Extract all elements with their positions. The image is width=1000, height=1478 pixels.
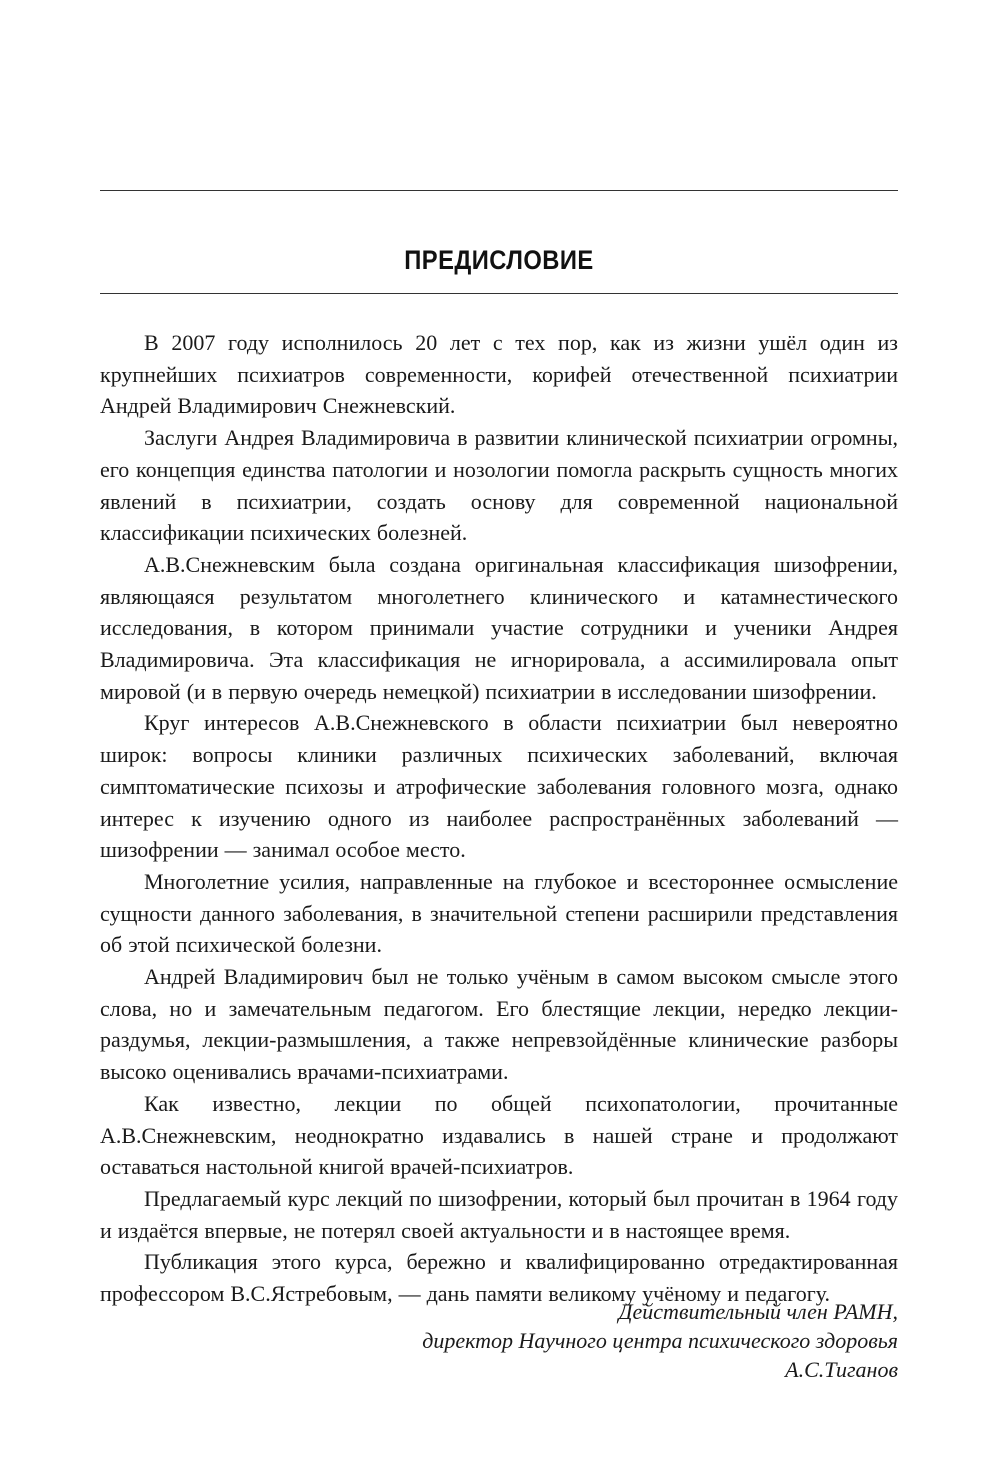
paragraph: Предлагаемый курс лекций по шизофрении, который был прочитан в 1964 году и издаётся впервые, не потерял своей актуальности и в настоящее время. (100, 1185, 898, 1243)
page-title: ПРЕДИСЛОВИЕ (404, 245, 594, 276)
paragraph: Как известно, лекции по общей психопатологии, прочитанные А.В.Снежневским, неоднократно издавались в нашей стране и продолжают оставаться настольной книгой врачей-психиатров. (100, 1090, 898, 1180)
bottom-divider (100, 293, 898, 294)
paragraph: А.В.Снежневским была создана оригинальная классификация шизофрении, являющаяся результатом многолетнего клинического и катамнестического исследования, в котором принимали участие сотрудники и ученики Андрея Владимировича. Эта классификация не игнорировала, а ассимилировала опыт мировой (и в первую очередь немецкой) психиатрии в исследовании шизофрении. (100, 551, 898, 704)
signature-block (422, 1297, 898, 1384)
top-divider (100, 190, 898, 191)
paragraph: В 2007 году исполнилось 20 лет с тех пор, как из жизни ушёл один из крупнейших психиатров современности, корифей отечественной психиатрии Андрей Владимирович Снежневский. (100, 330, 898, 419)
signature-position: директор Научного центра психического здоровья (422, 1328, 898, 1353)
paragraph: Круг интересов А.В.Снежневского в области психиатрии был невероятно широк: вопросы клиники различных психических заболеваний, включая симптоматические психозы и атрофические заболевания головного мозга, однако интерес к изучению одного из наиболее распространённых заболеваний — шизофрении — занимал особое место. (100, 710, 898, 863)
paragraph: Публикация этого курса, бережно и квалифицированно отредактированная профессором В.С.Ястребовым, — дань памяти великому учёному и педагогу. (100, 1249, 898, 1307)
signature-title: Действительный член РАМН, (618, 1299, 898, 1324)
preface-body (100, 327, 898, 1310)
paragraph: Многолетние усилия, направленные на глубокое и всестороннее осмысление сущности данного заболевания, в значительной степени расширили представления об этой психической болезни. (100, 868, 898, 958)
paragraph: Заслуги Андрея Владимировича в развитии клинической психиатрии огромны, его концепция единства патологии и нозологии помогла раскрыть сущность многих явлений в психиатрии, создать основу для современной национальной классификации психических болезней. (100, 425, 898, 546)
paragraph: Андрей Владимирович был не только учёным в самом высоком смысле этого слова, но и замечательным педагогом. Его блестящие лекции, нередко лекции-раздумья, лекции-размышления, а также непревзойдённые клинические разборы высоко оценивались врачами-психиатрами. (100, 964, 898, 1085)
signature-author: А.С.Тиганов (785, 1357, 898, 1382)
